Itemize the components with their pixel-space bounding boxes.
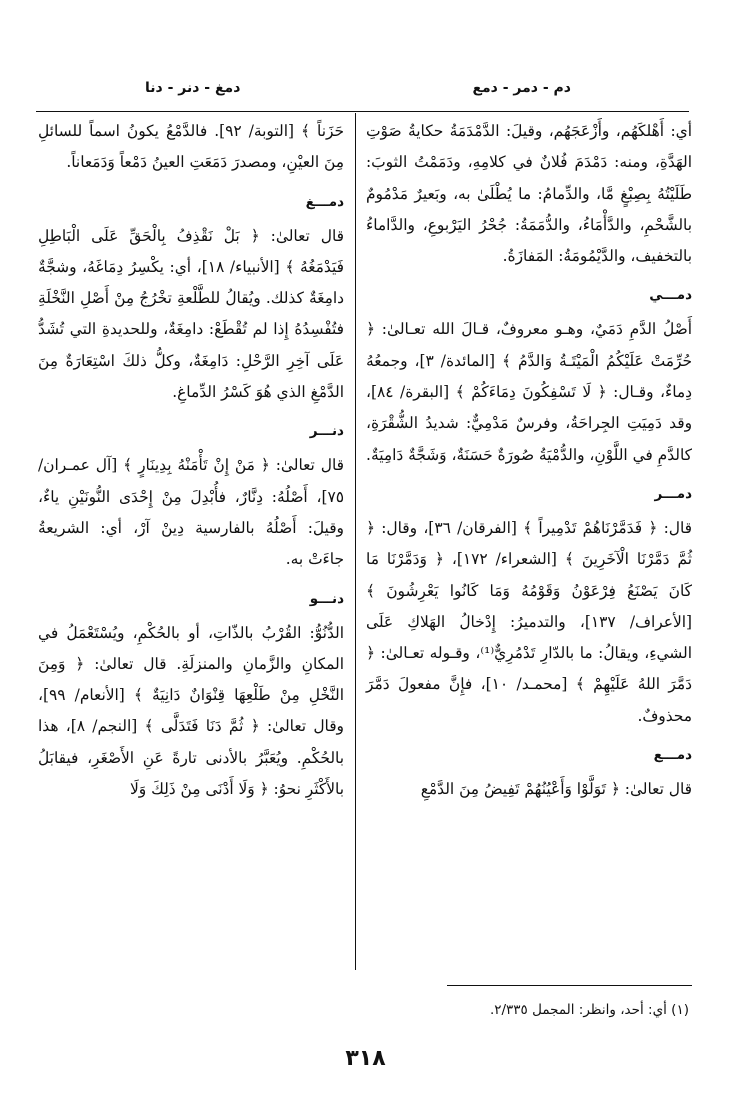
entry-heading-danar: دنـــر xyxy=(309,423,344,440)
entry-heading-dana: دنـــو xyxy=(309,590,344,607)
paragraph-damar: قال: ﴿ فَدَمَّرْنَاهُمْ تَدْمِيراً ﴾ [الفرقان/ ٣٦]، وقال: ﴿ ثُمَّ دَمَّرْنَا الْآخَرِينَ ﴾ [الشعراء/ ١٧٢]، ﴿ وَدَمَّرْنَا مَا كَانَ يَصْنَعُ فِرْعَوْنُ وَقَوْمُهُ وَمَا كَانُوا يَعْرِشُونَ ﴾ [الأعراف/ ١٣٧]، والتدميرُ: إِدْخالُ الهَلاكِ عَلَى الشيءِ، ويقالُ: ما بالدّارِ تَدْمُرِيٌّ⁽¹⁾، وقـوله تعـالىٰ: ﴿ دَمَّرَ اللهُ عَلَيْهِمْ ﴾ [محمـد/ ١٠]، فإِنَّ مفعولَ دَمَّرَ محذوفٌ. xyxy=(366,518,693,725)
left-column xyxy=(38,116,344,807)
page-number: ٣١٨ xyxy=(345,1046,386,1071)
header-rule xyxy=(36,111,689,112)
footnote-rule xyxy=(447,985,692,986)
running-header-left: دمغ - دنر - دنا xyxy=(145,80,241,96)
entry-heading-dama: دمـــع xyxy=(653,747,692,764)
entry-heading-damagh: دمـــغ xyxy=(305,193,344,210)
paragraph-dama: قال تعالىٰ: ﴿ تَوَلَّوْا وَأَعْيُنُهُمْ تَفِيضُ مِنَ الدَّمْعِ xyxy=(420,780,692,799)
paragraph-dama-cont: حَزَناً ﴾ [التوبة/ ٩٢]. فالدَّمْعُ يكونُ اسماً للسائلِ مِنَ العيْنِ، ومصدرَ دَمَعَتِ العينُ دَمْعاً وَدَمَعاناً. xyxy=(38,122,345,172)
paragraph-damagh: قال تعالىٰ: ﴿ بَلْ نَقْذِفُ بِالْحَقِّ عَلَى الْبَاطِلِ فَيَدْمَغُهُ ﴾ [الأنبياء/ ١٨]، أي: يكْسِرُ دِمَاغَهُ، وشجَّةٌ دامِغَةٌ كذلك. ويُقالُ للطَّلْعةِ تخْرُجُ مِنْ أَصْلِ النَّخْلَةِ فتُفْسِدُهُ إِذا لم تُقْطَعْ: دامِغَةٌ، وللحديدةِ التي تُشَدُّ عَلَى آخِرِ الرَّحْلِ: دَامِغَةٌ، وكلُّ ذلكَ اسْتِعَارَةٌ مِنَ الدَّمْغِ الذي هُوَ كَسْرُ الدِّماغِ. xyxy=(38,226,344,402)
right-column xyxy=(366,116,692,807)
paragraph-dana: الدُّنُوُّ: القُرْبُ بالذّاتِ، أو بالحُكْمِ، ويُسْتَعْمَلُ في المكانِ والزَّمانِ والمنزلَةِ. قال تعالىٰ: ﴿ وَمِنَ النَّخْلِ مِنْ طَلْعِهَا قِنْوَانٌ دَانِيَةٌ ﴾ [الأنعام/ ٩٩]، وقال تعالىٰ: ﴿ ثُمَّ دَنَا فَتَدَلَّى ﴾ [النجم/ ٨]، هذا بالحُكْمِ. ويُعَبَّرُ بالأدنى تارةً عَنِ الأَصْغَرِ، فيقابَلُ بالأَكْثَرِ نحوُ: ﴿ وَلَا أَدْنَى مِنْ ذَلِكَ وَلَا xyxy=(38,623,344,799)
paragraph-dami: أَصْلُ الدَّمِ دَمَيٌ، وهـو معروفٌ، قـالَ الله تعـالىٰ: ﴿ حُرِّمَتْ عَلَيْكُمُ الْمَيْتَـةُ وَالدَّمُ ﴾ [المائدة/ ٣]، وجمعُهُ دِماءٌ، وقـال: ﴿ لَا تَسْفِكُونَ دِمَاءَكُمْ ﴾ [البقرة/ ٨٤]، وقد دَمِيَتِ الجِراحَةُ، وفرسٌ مَدْمِيٌّ: شديدُ الشُّقْرَةِ، كالدَّمِ في اللَّوْنِ، والدُّمْيَةُ صُورَةٌ حَسَنَةٌ، وَشَجَّةٌ دَامِيَةٌ. xyxy=(366,320,693,464)
paragraph-damdam: أي: أَهْلكَهُم، وأَزْعَجَهُم، وقيلَ: الدَّمْدَمَةُ حكايةُ صَوْتِ الهَدَّةِ، ومنه: دَمْدَمَ فُلانٌ في كلامِهِ، ودَمَمْتُ الثوبَ: طَلَيْتُهُ بِصِبْغٍ مَّا، والدِّمامُ: ما يُطْلَىٰ به، وبَعيرٌ مَدْمُومٌ بالشَّحْمِ، والدَّأْمَاءُ، والدُّمَمَةُ: جُحْرُ اليَرْبوعِ، والدَّاماءُ بالتخفيف، والدَّيْمُومَةُ: المَفازَةُ. xyxy=(366,122,692,266)
column-divider xyxy=(355,113,356,970)
footnote: (١) أي: أحد، وانظر: المجمل ٢/٣٣٥. xyxy=(489,1002,689,1018)
paragraph-danar: قال تعالىٰ: ﴿ مَنْ إِنْ تَأْمَنْهُ بِدِينَارٍ ﴾ [آل عمـران/ ٧٥]، أَصْلُهُ: دِنَّارٌ، فأُبْدِلَ مِنْ إِحْدَى النُّونَيْنِ ياءٌ، وقيلَ: أَصْلُهُ بالفارسية دِينْ آرْ، أي: الشريعةُ جاءَتْ به. xyxy=(38,456,344,569)
entry-heading-dami: دمـــي xyxy=(649,287,692,304)
running-header-right: دم - دمر - دمع xyxy=(472,80,571,96)
entry-heading-damar: دمـــر xyxy=(654,485,692,502)
